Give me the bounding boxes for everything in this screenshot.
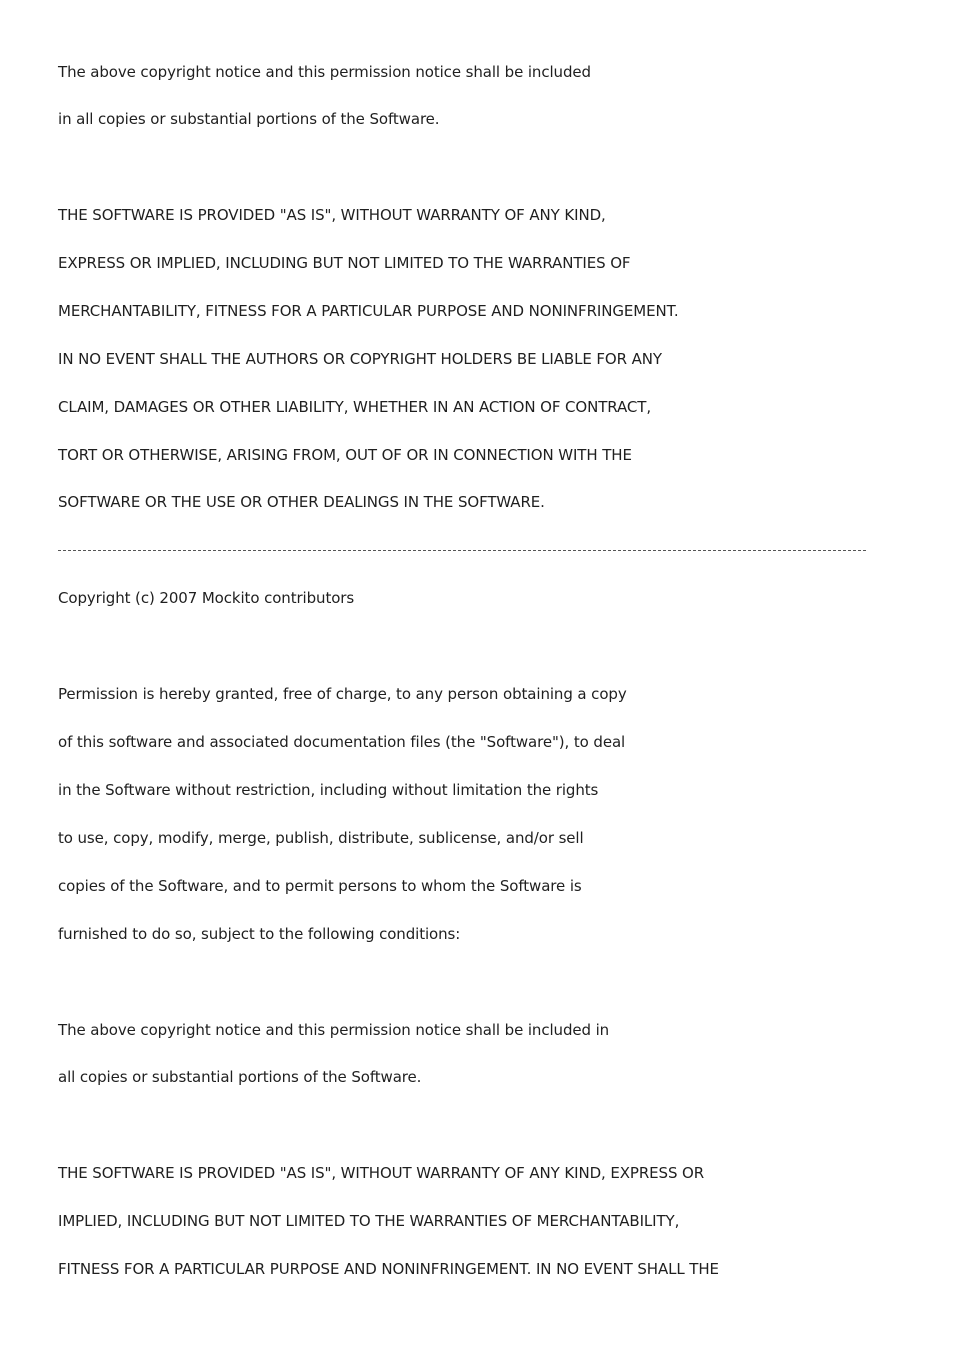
text-line: copies of the Software, and to permit persons to whom the Software is	[58, 877, 582, 895]
text-line: TORT OR OTHERWISE, ARISING FROM, OUT OF OR IN CONNECTION WITH THE	[58, 446, 632, 464]
text-line: CLAIM, DAMAGES OR OTHER LIABILITY, WHETHER IN AN ACTION OF CONTRACT,	[58, 398, 652, 416]
text-line: of this software and associated documentation files (the "Software"), to deal	[58, 733, 626, 751]
text-line: furnished to do so, subject to the following conditions:	[58, 925, 461, 943]
text-line: in the Software without restriction, including without limitation the rights	[58, 781, 599, 799]
text-line: IN NO EVENT SHALL THE AUTHORS OR COPYRIGHT HOLDERS BE LIABLE FOR ANY	[58, 350, 662, 368]
text-line: in all copies or substantial portions of the Software.	[58, 110, 440, 128]
text-line: EXPRESS OR IMPLIED, INCLUDING BUT NOT LIMITED TO THE WARRANTIES OF	[58, 254, 631, 272]
text-line: MERCHANTABILITY, FITNESS FOR A PARTICULAR PURPOSE AND NONINFRINGEMENT.	[58, 302, 679, 320]
text-line: all copies or substantial portions of the Software.	[58, 1068, 422, 1086]
text-line: FITNESS FOR A PARTICULAR PURPOSE AND NONINFRINGEMENT. IN NO EVENT SHALL THE	[58, 1260, 719, 1278]
text-line: THE SOFTWARE IS PROVIDED "AS IS", WITHOUT WARRANTY OF ANY KIND,	[58, 206, 606, 224]
copyright-line: Copyright (c) 2007 Mockito contributors	[58, 589, 355, 607]
text-line: SOFTWARE OR THE USE OR OTHER DEALINGS IN THE SOFTWARE.	[58, 493, 545, 511]
text-line: THE SOFTWARE IS PROVIDED "AS IS", WITHOUT WARRANTY OF ANY KIND, EXPRESS OR	[58, 1164, 705, 1182]
text-line: The above copyright notice and this permission notice shall be included in	[58, 1021, 610, 1039]
text-line: to use, copy, modify, merge, publish, distribute, sublicense, and/or sell	[58, 829, 584, 847]
text-line: The above copyright notice and this permission notice shall be included	[58, 63, 591, 81]
text-line: IMPLIED, INCLUDING BUT NOT LIMITED TO THE WARRANTIES OF MERCHANTABILITY,	[58, 1212, 680, 1230]
text-line: Permission is hereby granted, free of charge, to any person obtaining a copy	[58, 685, 627, 703]
dashed-separator	[58, 550, 866, 551]
